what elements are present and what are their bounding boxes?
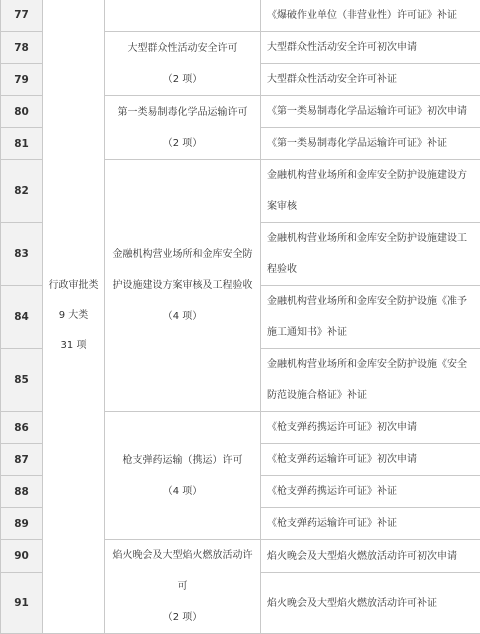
category-cell — [43, 0, 105, 634]
row-number: 83 — [1, 223, 43, 286]
item-cell — [261, 160, 480, 223]
item-cell — [261, 286, 480, 349]
item-cell: 《枪支弹药携运许可证》初次申请 — [261, 412, 480, 444]
group-cell — [105, 32, 261, 96]
row-number: 87 — [1, 444, 43, 476]
category-name: 行政审批类 — [43, 271, 104, 301]
row-number: 77 — [1, 0, 43, 32]
group-cell — [105, 540, 261, 634]
row-number: 81 — [1, 128, 43, 160]
item-cell: 大型群众性活动安全许可初次申请 — [261, 32, 480, 64]
row-number: 85 — [1, 349, 43, 412]
category-itemcount: 31 项 — [43, 331, 104, 361]
item-cell: 《爆破作业单位（非营业性）许可证》补证 — [261, 0, 480, 32]
item-cell — [261, 223, 480, 286]
category-subcount: 9 大类 — [43, 301, 104, 331]
group-title-line2: 护设施建设方案审核及工程验收 — [109, 270, 256, 301]
item-text-line1: 金融机构营业场所和金库安全防护设施《安全 — [267, 349, 476, 380]
item-text-line2: 施工通知书》补证 — [267, 317, 476, 348]
row-number: 84 — [1, 286, 43, 349]
group-cell — [105, 412, 261, 540]
group-count: （4 项） — [109, 476, 256, 507]
row-number: 90 — [1, 540, 43, 573]
item-cell: 《第一类易制毒化学品运输许可证》补证 — [261, 128, 480, 160]
group-cell — [105, 160, 261, 412]
item-cell: 大型群众性活动安全许可补证 — [261, 64, 480, 96]
item-text-line2: 案审核 — [267, 191, 476, 222]
table-row — [1, 0, 480, 32]
group-title: 大型群众性活动安全许可 — [109, 33, 256, 64]
group-count: （2 项） — [109, 64, 256, 95]
group-count: （4 项） — [109, 301, 256, 332]
group-cell-empty — [105, 0, 261, 32]
item-cell — [261, 349, 480, 412]
row-number: 80 — [1, 96, 43, 128]
group-count: （2 项） — [109, 602, 256, 633]
item-text-line1: 金融机构营业场所和金库安全防护设施建设工 — [267, 223, 476, 254]
row-number: 91 — [1, 573, 43, 634]
item-text-line1: 金融机构营业场所和金库安全防护设施《准予 — [267, 286, 476, 317]
item-cell: 《枪支弹药运输许可证》补证 — [261, 508, 480, 540]
group-title: 第一类易制毒化学品运输许可 — [109, 97, 256, 128]
item-cell: 焰火晚会及大型焰火燃放活动许可初次申请 — [261, 540, 480, 573]
item-text-line2: 防范设施合格证》补证 — [267, 380, 476, 411]
row-number: 86 — [1, 412, 43, 444]
row-number: 88 — [1, 476, 43, 508]
row-number: 89 — [1, 508, 43, 540]
group-title: 枪支弹药运输（携运）许可 — [109, 445, 256, 476]
group-title-line1: 焰火晚会及大型焰火燃放活动许 — [109, 540, 256, 571]
item-cell: 《枪支弹药携运许可证》补证 — [261, 476, 480, 508]
group-title-line2: 可 — [109, 571, 256, 602]
row-number: 78 — [1, 32, 43, 64]
item-cell: 焰火晚会及大型焰火燃放活动许可补证 — [261, 573, 480, 634]
row-number: 79 — [1, 64, 43, 96]
item-cell: 《第一类易制毒化学品运输许可证》初次申请 — [261, 96, 480, 128]
group-cell — [105, 96, 261, 160]
group-title-line1: 金融机构营业场所和金库安全防 — [109, 239, 256, 270]
item-text-line1: 金融机构营业场所和金库安全防护设施建设方 — [267, 160, 476, 191]
item-text-line2: 程验收 — [267, 254, 476, 285]
group-count: （2 项） — [109, 128, 256, 159]
row-number: 82 — [1, 160, 43, 223]
item-cell: 《枪支弹药运输许可证》初次申请 — [261, 444, 480, 476]
